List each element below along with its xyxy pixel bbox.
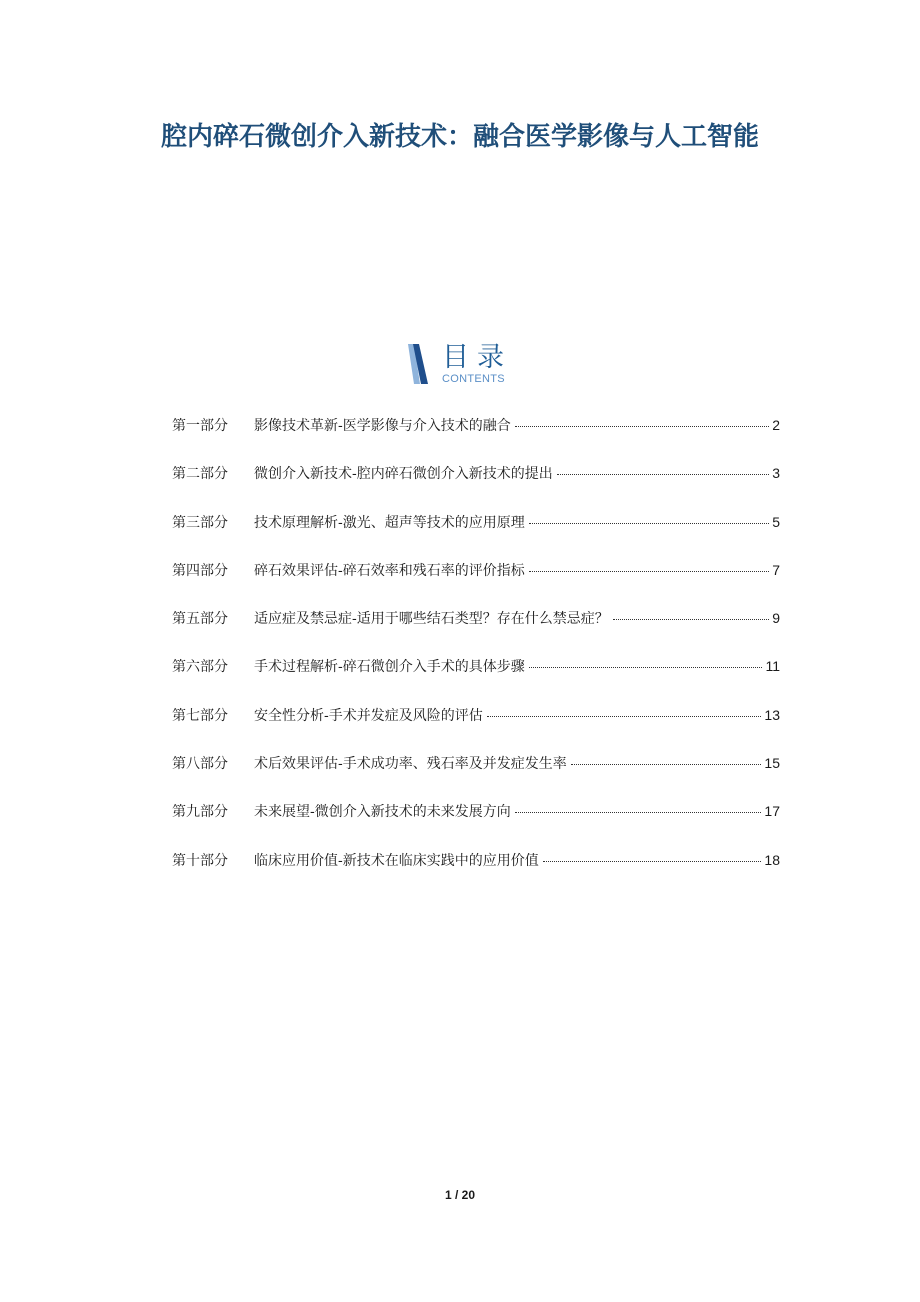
toc-entry-part: 第七部分 <box>172 707 228 724</box>
toc-leader-dots <box>529 571 769 572</box>
toc-entry-part: 第八部分 <box>172 756 228 773</box>
toc-entry-part: 第一部分 <box>172 418 228 434</box>
toc-entry-text: 影像技术革新-医学影像与介入技术的融合 <box>254 418 511 434</box>
toc-leader-dots <box>487 716 762 717</box>
toc-entry-7[interactable] <box>172 700 780 748</box>
toc-leader-dots <box>515 812 762 813</box>
toc-leader-dots <box>515 426 769 427</box>
toc-entry-text: 未来展望-微创介入新技术的未来发展方向 <box>254 804 511 821</box>
toc-entry-page: 11 <box>765 658 780 675</box>
toc-entry-5[interactable] <box>172 603 780 651</box>
toc-entry-page: 13 <box>764 706 780 723</box>
toc-entry-text: 适应症及禁忌症-适用于哪些结石类型？存在什么禁忌症？ <box>254 611 609 628</box>
toc-entry-10[interactable] <box>172 845 780 893</box>
document-title: 腔内碎石微创介入新技术：融合医学影像与人工智能 <box>160 122 759 152</box>
toc-entry-page: 15 <box>764 755 780 772</box>
toc-entry-text: 技术原理解析-激光、超声等技术的应用原理 <box>254 514 525 531</box>
toc-entry-part: 第十部分 <box>172 852 228 869</box>
toc-entry-8[interactable] <box>172 748 780 796</box>
toc-entry-text: 碎石效果评估-碎石效率和残石率的评价指标 <box>254 562 525 579</box>
toc-heading-subtitle: CONTENTS <box>442 373 505 385</box>
toc-leader-dots <box>529 667 763 668</box>
table-of-contents <box>172 410 780 893</box>
toc-heading-title: 目录 <box>442 342 512 373</box>
toc-leader-dots <box>529 523 769 524</box>
toc-entry-part: 第九部分 <box>172 804 228 821</box>
toc-entry-text: 临床应用价值-新技术在临床实践中的应用价值 <box>254 852 539 869</box>
toc-entry-part: 第三部分 <box>172 514 228 531</box>
toc-entry-page: 5 <box>772 513 780 530</box>
toc-entry-6[interactable] <box>172 651 780 699</box>
toc-entry-9[interactable] <box>172 796 780 844</box>
toc-entry-4[interactable] <box>172 555 780 603</box>
toc-entry-page: 17 <box>764 803 780 820</box>
toc-entry-part: 第五部分 <box>172 611 228 628</box>
toc-heading <box>404 342 544 390</box>
toc-leader-dots <box>557 474 769 475</box>
toc-entry-text: 微创介入新技术-腔内碎石微创介入新技术的提出 <box>254 466 553 483</box>
toc-entry-page: 2 <box>772 417 780 433</box>
toc-entry-3[interactable] <box>172 507 780 555</box>
toc-entry-page: 9 <box>772 610 780 627</box>
toc-entry-1[interactable] <box>172 410 780 458</box>
toc-leader-dots <box>543 861 762 862</box>
toc-entry-page: 7 <box>772 561 780 578</box>
toc-entry-part: 第六部分 <box>172 659 228 676</box>
toc-entry-text: 手术过程解析-碎石微创介入手术的具体步骤 <box>254 659 525 676</box>
toc-entry-2[interactable] <box>172 458 780 506</box>
toc-entry-text: 术后效果评估-手术成功率、残石率及并发症发生率 <box>254 756 567 773</box>
toc-leader-dots <box>613 619 769 620</box>
toc-entry-page: 18 <box>764 851 780 868</box>
toc-leader-dots <box>571 764 762 765</box>
toc-entry-text: 安全性分析-手术并发症及风险的评估 <box>254 707 483 724</box>
toc-entry-part: 第二部分 <box>172 466 228 483</box>
toc-entry-part: 第四部分 <box>172 562 228 579</box>
contents-logo-icon <box>404 342 432 386</box>
toc-entry-page: 3 <box>772 465 780 482</box>
page-number: 1 / 20 <box>444 1188 476 1202</box>
